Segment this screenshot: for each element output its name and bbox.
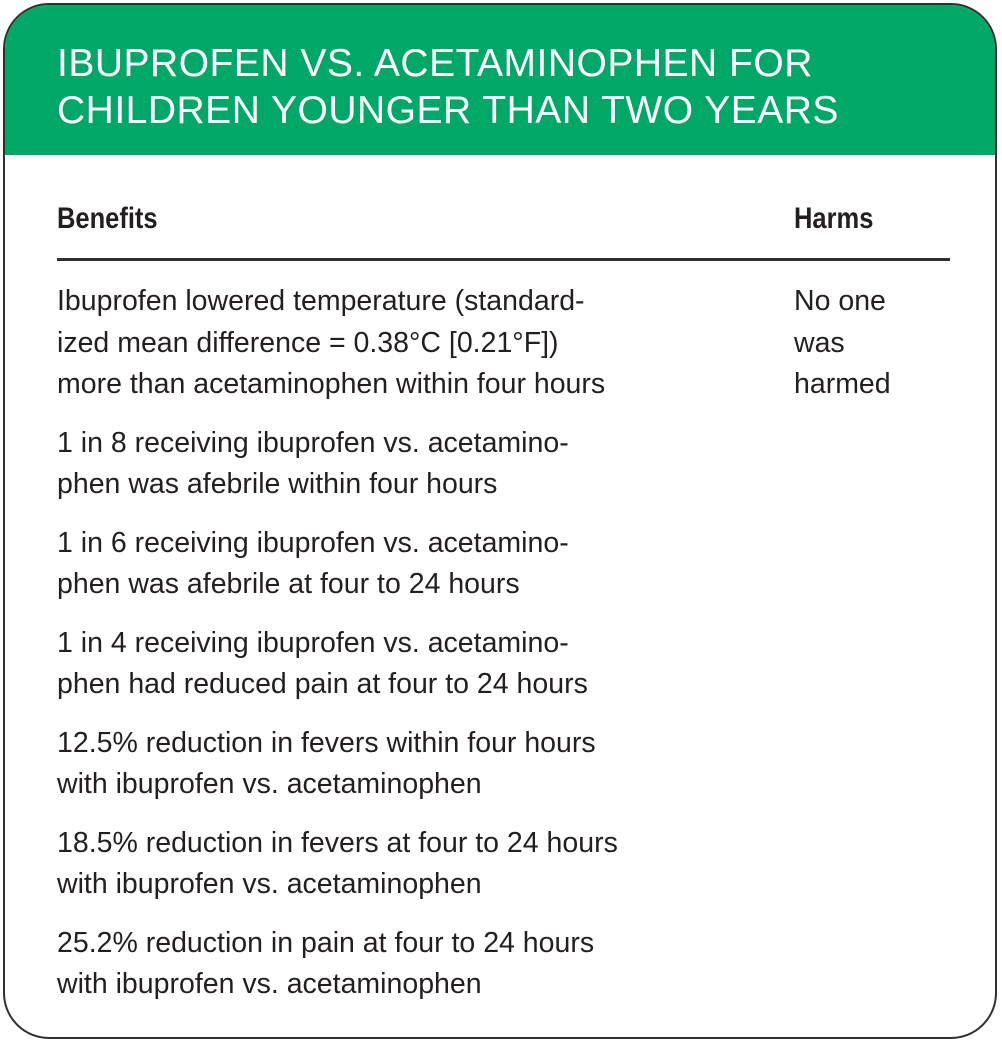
harms-line: was bbox=[794, 326, 845, 359]
harms-line: No one bbox=[794, 285, 886, 317]
benefit-line: 25.2% reduction in pain at four to 24 hours bbox=[57, 926, 595, 959]
benefit-line: with ibuprofen vs. acetaminophen bbox=[57, 968, 482, 1000]
benefit-line: Ibuprofen lowered temperature (standard- bbox=[57, 285, 585, 317]
benefit-item bbox=[57, 823, 777, 906]
benefit-line: 18.5% reduction in fevers at four to 24 hours bbox=[57, 826, 618, 859]
benefit-line: phen had reduced pain at four to 24 hours bbox=[57, 668, 588, 700]
harms-cell bbox=[794, 281, 891, 406]
benefit-item bbox=[57, 723, 777, 806]
benefits-column-header: Benefits bbox=[57, 202, 158, 235]
benefit-line: 1 in 4 receiving ibuprofen vs. acetamino- bbox=[57, 626, 569, 659]
benefit-line: 12.5% reduction in fevers within four hours bbox=[57, 726, 596, 759]
benefit-line: with ibuprofen vs. acetaminophen bbox=[57, 768, 482, 800]
benefit-item bbox=[57, 423, 777, 506]
header-divider bbox=[57, 258, 950, 261]
benefit-line: phen was afebrile at four to 24 hours bbox=[57, 568, 520, 600]
title-line: IBUPROFEN VS. ACETAMINOPHEN FOR bbox=[57, 42, 813, 85]
benefit-item bbox=[57, 623, 777, 706]
benefit-line: more than acetaminophen within four hours bbox=[57, 368, 606, 400]
benefit-line: 1 in 6 receiving ibuprofen vs. acetamino- bbox=[57, 526, 569, 559]
harms-column-header: Harms bbox=[794, 202, 874, 235]
benefit-line: ized mean difference = 0.38°C [0.21°F]) bbox=[57, 326, 559, 359]
benefit-line: 1 in 8 receiving ibuprofen vs. acetamino- bbox=[57, 426, 569, 459]
benefit-line: with ibuprofen vs. acetaminophen bbox=[57, 868, 482, 900]
benefit-item bbox=[57, 523, 777, 606]
benefit-item bbox=[57, 281, 777, 406]
title-line: CHILDREN YOUNGER THAN TWO YEARS bbox=[57, 89, 839, 132]
harms-line: harmed bbox=[794, 368, 891, 400]
card-header bbox=[5, 5, 995, 155]
benefit-line: phen was afebrile within four hours bbox=[57, 468, 498, 500]
benefit-item bbox=[57, 923, 777, 1006]
summary-card bbox=[3, 3, 997, 1039]
card-title bbox=[57, 40, 839, 134]
benefits-list bbox=[57, 281, 777, 1023]
